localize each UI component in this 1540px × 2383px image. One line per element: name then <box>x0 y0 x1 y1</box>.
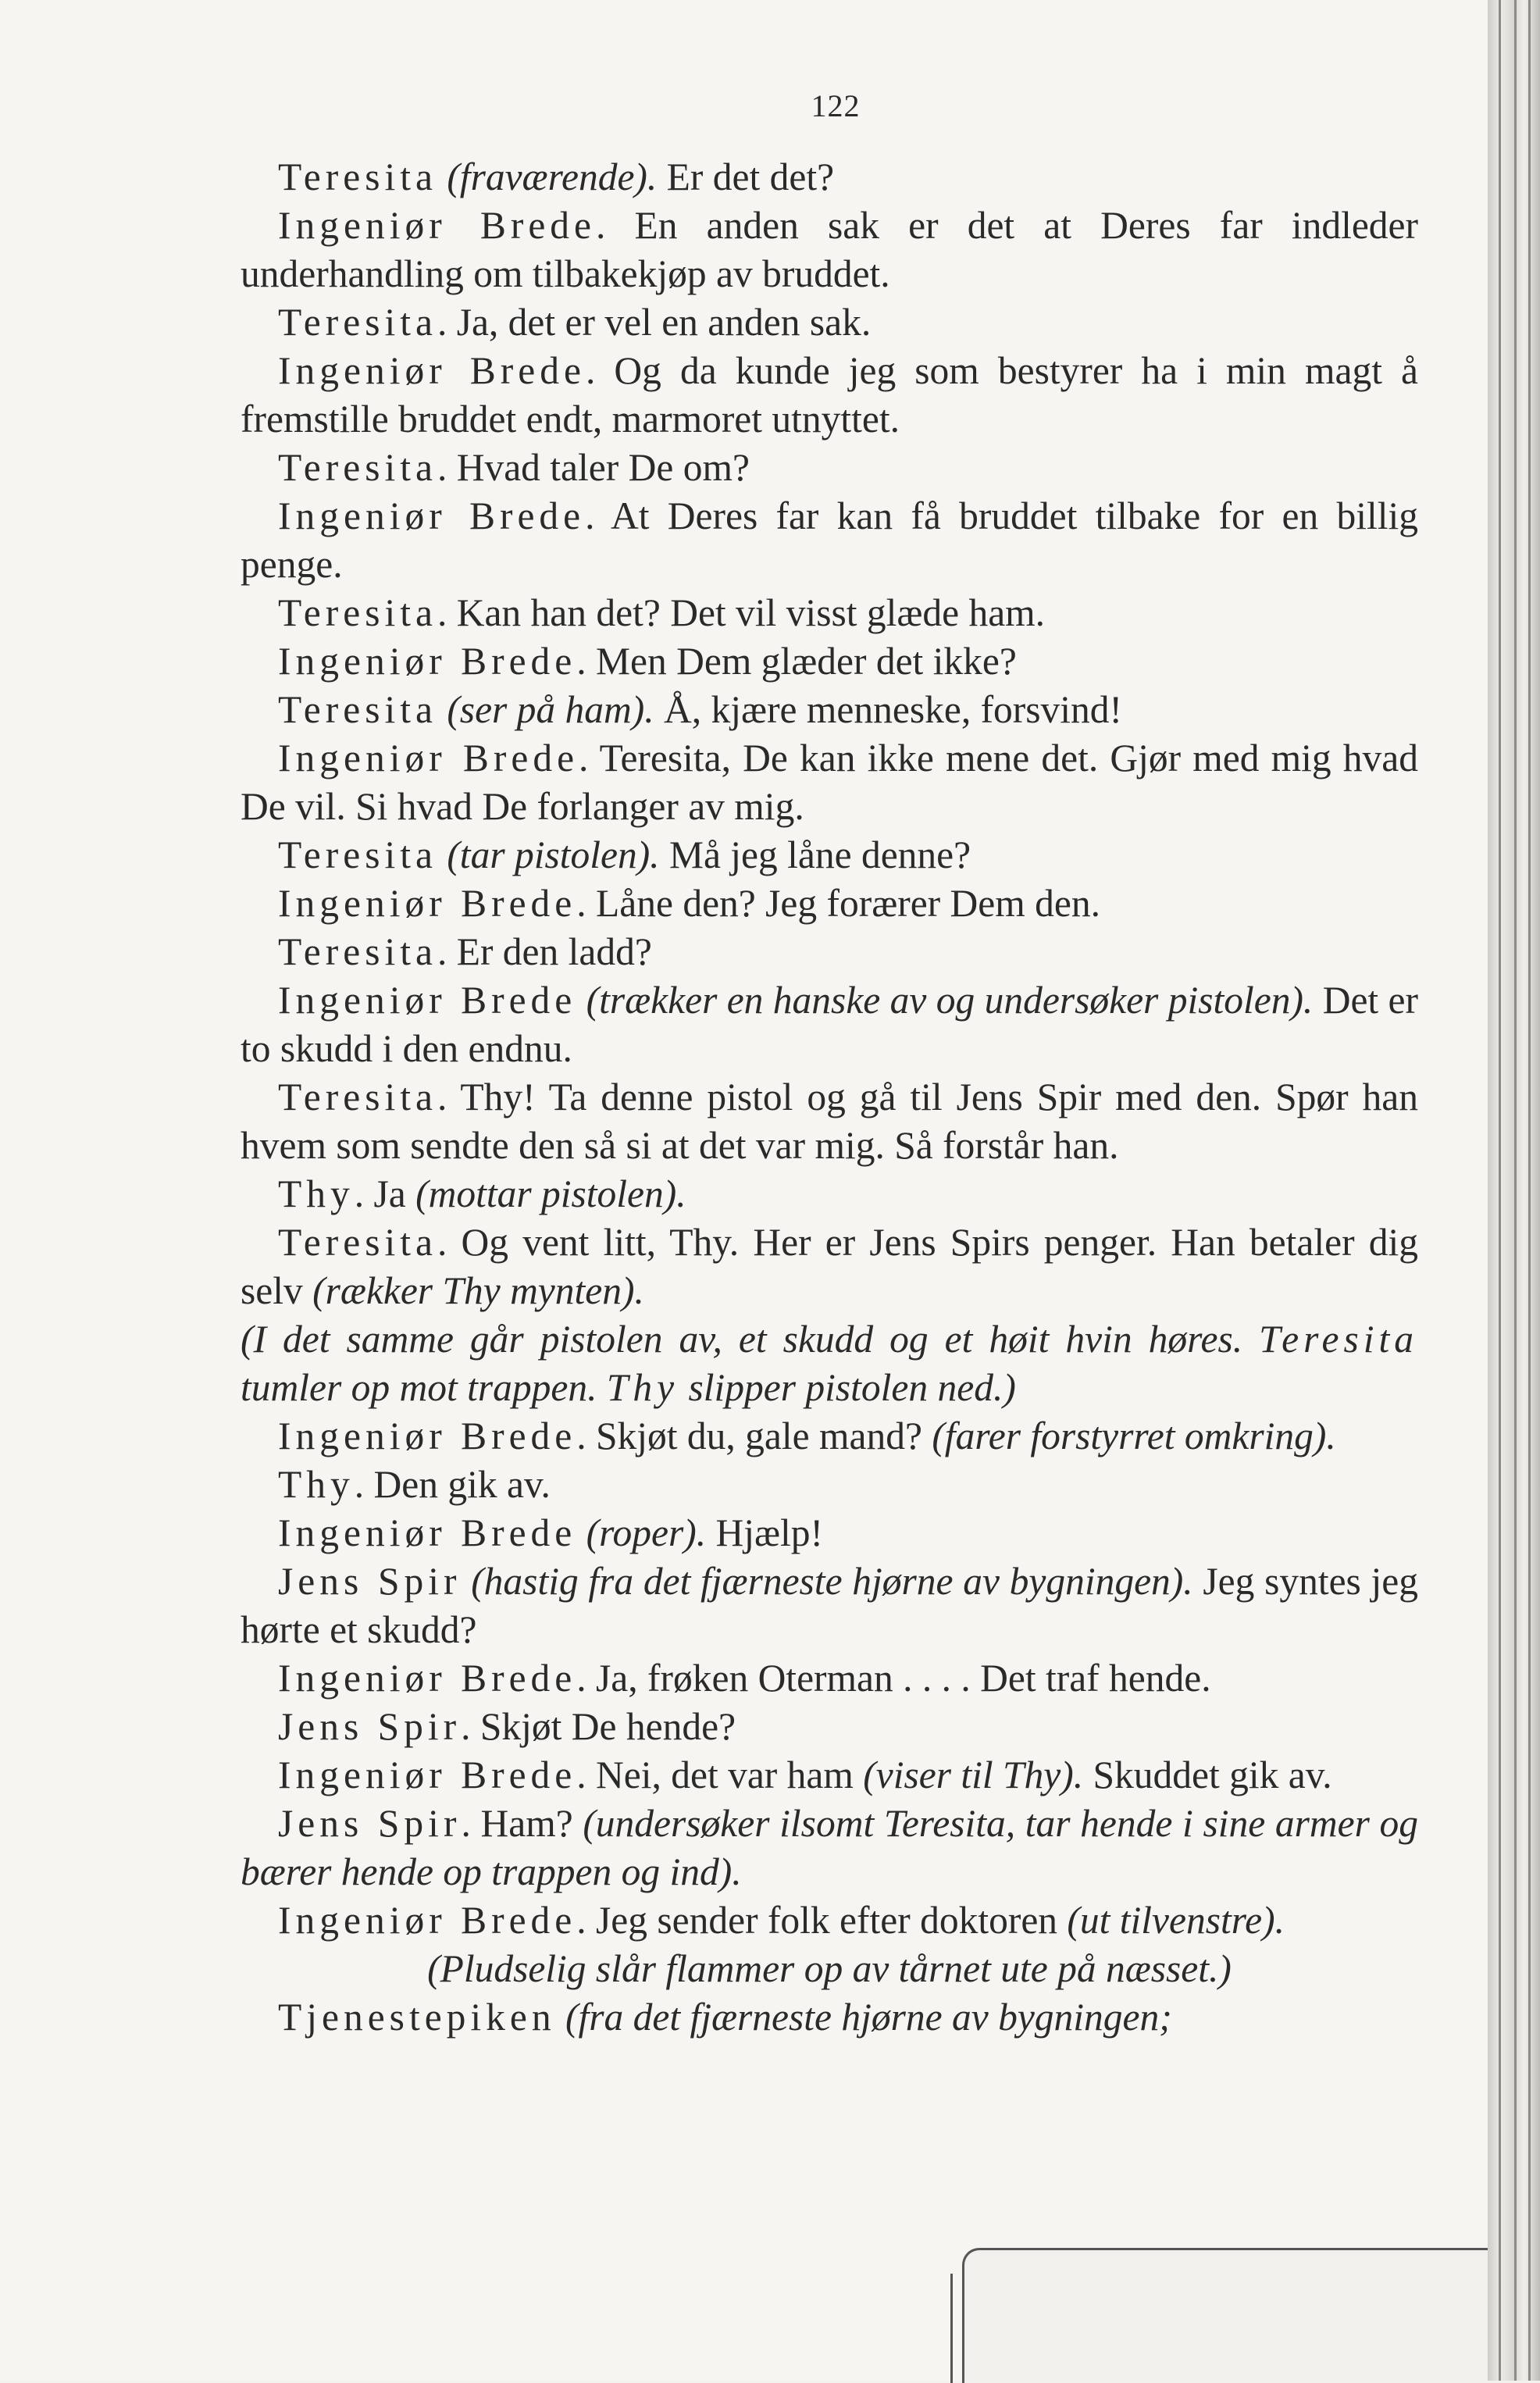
stage-direction <box>241 1315 1418 1412</box>
stage-text: slipper pistolen ned.) <box>679 1366 1016 1409</box>
spoken-text: Skuddet gik av. <box>1083 1753 1332 1796</box>
dialogue-line <box>241 1751 1418 1800</box>
spoken-text: Er det det? <box>657 155 835 198</box>
spoken-text: Jeg syntes jeg hørte et skudd? <box>241 1560 1418 1651</box>
speaker-dot: . <box>576 1414 586 1457</box>
spoken-text: Ja <box>364 1172 416 1215</box>
speaker-dot: . <box>437 1221 447 1264</box>
speaker-dot: . <box>354 1463 365 1506</box>
stage-direction-inline: (mottar pistolen). <box>415 1172 686 1215</box>
spoken-text: Thy! Ta denne pistol og gå til Jens Spir med den. Spør han hvem som sendte den så si at det var mig. Så forstår han. <box>241 1076 1418 1167</box>
speaker-dot: . <box>461 1802 471 1845</box>
speaker-dot: . <box>576 1657 586 1700</box>
stage-direction-inline: (hastig fra det fjærneste hjørne av bygningen). <box>461 1560 1193 1603</box>
spoken-text: Skjøt De hende? <box>470 1705 736 1748</box>
dialogue-line <box>241 831 1418 879</box>
dialogue-line <box>241 686 1418 734</box>
speaker-dot: . <box>354 1172 365 1215</box>
speaker-name: Teresita <box>278 1076 437 1118</box>
speaker-name: Ingeniør Brede <box>278 494 586 537</box>
speaker-name: Jens Spir <box>278 1705 462 1748</box>
dialogue-line <box>241 1461 1418 1509</box>
dialogue-line <box>241 589 1418 637</box>
speaker-name: Teresita <box>278 446 437 489</box>
spoken-text: Hjælp! <box>706 1511 824 1554</box>
spoken-text: Ham? <box>470 1802 583 1845</box>
speaker-name: Teresita <box>278 301 437 344</box>
speaker-name: Ingeniør Brede <box>278 640 577 683</box>
dialogue-line <box>241 492 1418 589</box>
dialogue-line <box>241 1557 1418 1654</box>
speaker-name: Ingeniør Brede <box>278 979 577 1022</box>
character-name: Thy <box>606 1366 679 1409</box>
spoken-text: En anden sak er det at Deres far indleder underhandling om tilbakekjøp av bruddet. <box>241 204 1418 295</box>
dialogue-line <box>241 153 1418 202</box>
spoken-text: Teresita, De kan ikke mene det. Gjør med mig hvad De vil. Si hvad De forlanger av mig. <box>241 737 1419 828</box>
speaker-name: Ingeniør Brede <box>278 1414 577 1457</box>
spoken-text: Å, kjære menneske, forsvind! <box>654 688 1123 731</box>
speaker-name: Ingeniør Brede <box>278 349 586 392</box>
speaker-name: Teresita <box>278 930 437 973</box>
speaker-name: Teresita <box>278 155 437 198</box>
dialogue-line <box>241 1218 1418 1315</box>
dialogue-line <box>241 1800 1418 1896</box>
speaker-name: Tjenestepiken <box>278 1996 556 2039</box>
speaker-name: Teresita <box>278 688 437 731</box>
stage-direction-inline: (ut tilvenstre). <box>1067 1899 1285 1942</box>
dialogue-line <box>241 298 1418 347</box>
speaker-name: Teresita <box>278 1221 437 1264</box>
spoken-text: Det er to skudd i den endnu. <box>241 979 1418 1070</box>
speaker-dot: . <box>596 204 606 247</box>
page-number: 122 <box>811 88 861 123</box>
dialogue-line <box>241 1509 1418 1557</box>
speaker-name: Ingeniør Brede <box>278 1511 577 1554</box>
spoken-text: Kan han det? Det vil visst glæde ham. <box>447 591 1046 634</box>
speaker-dot: . <box>576 1753 586 1796</box>
stage-direction-inline: (fraværende). <box>437 155 658 198</box>
speaker-name: Jens Spir <box>278 1560 462 1603</box>
dialogue-line <box>241 202 1418 298</box>
play-text <box>241 153 1418 2042</box>
speaker-name: Ingeniør Brede <box>278 882 577 925</box>
speaker-name: Ingeniør Brede <box>278 737 579 779</box>
speaker-name: Teresita <box>278 833 437 876</box>
speaker-dot: . <box>576 882 586 925</box>
dialogue-line <box>241 1073 1418 1170</box>
speaker-dot: . <box>437 591 447 634</box>
stage-direction-inline: (undersøker ilsomt Teresita, tar hende i sine armer og bærer hende op trappen og ind). <box>241 1802 1418 1893</box>
book-edge <box>1488 0 1540 2381</box>
dialogue-line <box>241 1896 1418 1945</box>
dialogue-line <box>241 976 1418 1073</box>
stage-text: (Pludselig slår flammer op av tårnet ute på næsset.) <box>427 1947 1232 1990</box>
speaker-dot: . <box>576 640 586 683</box>
stage-direction-inline: (viser til Thy). <box>863 1753 1084 1796</box>
dialogue-line <box>241 1993 1418 2042</box>
speaker-dot: . <box>579 737 589 779</box>
spoken-text: Ja, frøken Oterman . . . . Det traf hende. <box>586 1657 1211 1700</box>
dialogue-line <box>241 637 1418 686</box>
spoken-text: Er den ladd? <box>447 930 652 973</box>
spoken-text: Må jeg låne denne? <box>659 833 971 876</box>
speaker-dot: . <box>585 349 596 392</box>
speaker-dot: . <box>437 446 447 489</box>
stage-direction-inline: (farer forstyrret omkring). <box>932 1414 1336 1457</box>
stage-direction-inline: (rækker Thy mynten). <box>312 1269 644 1312</box>
speaker-dot: . <box>437 1076 447 1118</box>
dialogue-line <box>241 444 1418 492</box>
spoken-text: Jeg sender folk efter doktoren <box>586 1899 1068 1942</box>
speaker-dot: . <box>576 1899 586 1942</box>
dialogue-line <box>241 1170 1418 1218</box>
dialogue-line <box>241 347 1418 444</box>
spoken-text: Låne den? Jeg forærer Dem den. <box>586 882 1100 925</box>
speaker-name: Ingeniør Brede <box>278 1899 577 1942</box>
speaker-dot: . <box>437 301 447 344</box>
stage-text: (I det samme går pistolen av, et skudd og et høit hvin høres. <box>241 1318 1260 1361</box>
stage-direction <box>241 1945 1418 1993</box>
dialogue-line <box>241 1412 1418 1461</box>
spoken-text: At Deres far kan få bruddet tilbake for en billig penge. <box>241 494 1418 586</box>
dialogue-line <box>241 734 1418 831</box>
spoken-text: Ja, det er vel en anden sak. <box>447 301 872 344</box>
stage-direction-inline: (roper). <box>576 1511 707 1554</box>
spoken-text: Nei, det var ham <box>586 1753 864 1796</box>
stage-direction-inline: (ser på ham). <box>437 688 654 731</box>
spoken-text: Og da kunde jeg som bestyrer ha i min magt å fremstille bruddet endt, marmoret utnyttet. <box>241 349 1418 441</box>
spoken-text: Hvad taler De om? <box>447 446 750 489</box>
stage-text: tumler op mot trappen. <box>241 1366 607 1409</box>
speaker-dot: . <box>585 494 595 537</box>
speaker-name: Ingeniør Brede <box>278 1753 577 1796</box>
stage-direction-inline: (tar pistolen). <box>437 833 660 876</box>
speaker-name: Ingeniør Brede <box>278 204 597 247</box>
spoken-text: Og vent litt, Thy. Her er Jens Spirs penger. Han betaler dig selv <box>241 1221 1418 1312</box>
speaker-name: Thy <box>278 1172 355 1215</box>
stage-direction-inline: (fra det fjærneste hjørne av bygningen; <box>555 1996 1172 2039</box>
dialogue-line <box>241 879 1418 928</box>
dialogue-line <box>241 1654 1418 1703</box>
speaker-name: Ingeniør Brede <box>278 1657 577 1700</box>
speaker-name: Teresita <box>278 591 437 634</box>
speaker-dot: . <box>461 1705 471 1748</box>
dialogue-line <box>241 1703 1418 1751</box>
spoken-text: Men Dem glæder det ikke? <box>586 640 1017 683</box>
speaker-dot: . <box>437 930 447 973</box>
speaker-name: Thy <box>278 1463 355 1506</box>
paper-corner-tab <box>962 2248 1527 2383</box>
speaker-name: Jens Spir <box>278 1802 462 1845</box>
spoken-text: Den gik av. <box>364 1463 551 1506</box>
stage-direction-inline: (trækker en hanske av og undersøker pistolen). <box>576 979 1314 1022</box>
spoken-text: Skjøt du, gale mand? <box>586 1414 932 1457</box>
dialogue-line <box>241 928 1418 976</box>
character-name: Teresita <box>1259 1318 1418 1361</box>
